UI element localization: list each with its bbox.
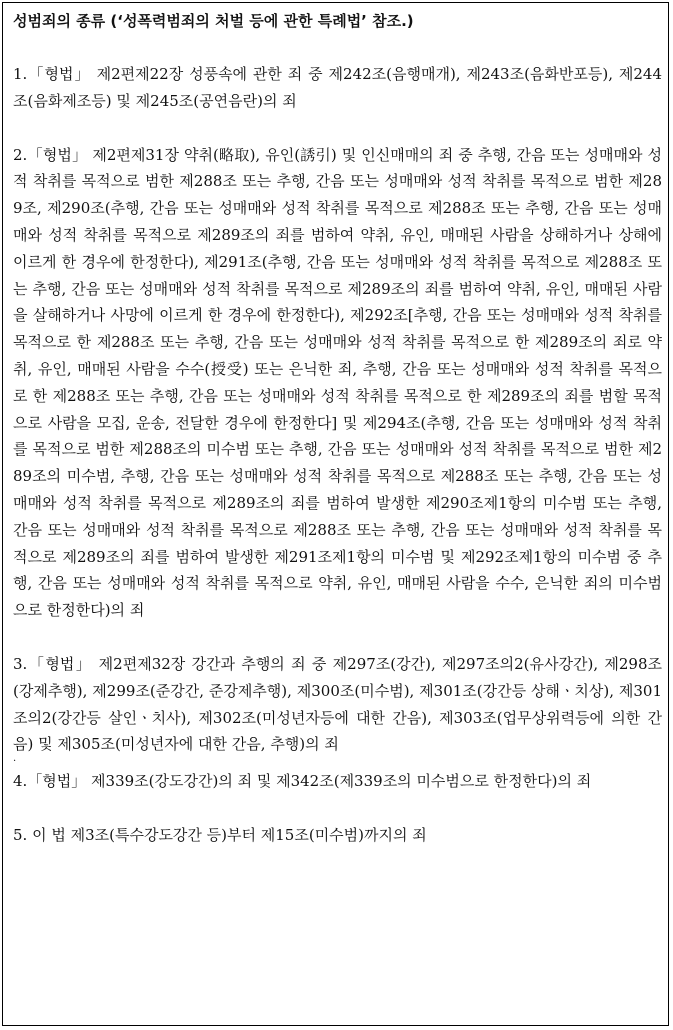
list-item-2: 2.「형법」 제2편제31장 약취(略取), 유인(誘引) 및 인신매매의 죄 중 추행, 간음 또는 성매매와 성적 착취를 목적으로 범한 제288조 또는 추행, 간음 또는 성매매와 성적 착취를 목적으로 범한 제289조, 제290조(추행, 간음 또는 성매매와 성적 착취를 목적으로 제288조 또는 추행, 간음 또는 성매매와 성적 착취를 목적으로 제289조의 죄를 범하여 약취, 유인, 매매된 사람을 상해하거나 상해에 이르게 한 경우에 한정한다), 제291조(추행, 간음 또는 성매매와 성적 착취를 목적으로 제288조 또는 추행, 간음 또는 성매매와 성적 착취를 목적으로 제289조의 죄를 범하여 약취, 유인, 매매된 사람을 살해하거나 사망에 이르게 한 경우에 한정한다), 제292조[추행, 간음 또는 성매매와 성적 착취를 목적으로 한 제288조 또는 추행, 간음 또는 성매매와 성적 착취를 목적으로 한 제289조의 죄로 약취, 유인, 매매된 사람을 수수(授受) 또는 은닉한 죄, 추행, 간음 또는 성매매와 성적 착취를 목적으로 한 제288조 또는 추행, 간음 또는 성매매와 성적 착취를 목적으로 한 제289조의 죄를 범할 목적으로 사람을 모집, 운송, 전달한 경우에 한정한다] 및 제294조(추행, 간음 또는 성매매와 성적 착취를 목적으로 범한 제288조의 미수범 또는 추행, 간음 또는 성매매와 성적 착취를 목적으로 범한 제289조의 미수범, 추행, 간음 또는 성매매와 성적 착취를 목적으로 제288조 또는 추행, 간음 또는 성매매와 성적 착취를 목적으로 제289조의 죄를 범하여 발생한 제290조제1항의 미수범 또는 추행, 간음 또는 성매매와 성적 착취를 목적으로 제288조 또는 추행, 간음 또는 성매매와 성적 착취를 목적으로 제289조의 죄를 범하여 발생한 제291조제1항의 미수범 및 제292조제1항의 미수범 중 추행, 간음 또는 성매매와 성적 착취를 목적으로 약취, 유인, 매매된 사람을 수수, 은닉한 죄의 미수범으로 한정한다)의 죄 bbox=[13, 145, 662, 620]
list-item-4: 4.「형법」 제339조(강도강간)의 죄 및 제342조(제339조의 미수범으로 한정한다)의 죄 bbox=[13, 772, 592, 791]
spacer bbox=[13, 753, 662, 768]
list-item-1: 1.「형법」 제2편제22장 성풍속에 관한 죄 중 제242조(음행매개), 제243조(음화반포등), 제244조(음화제조등) 및 제245조(공연음란)의 죄 bbox=[13, 65, 662, 110]
document-body bbox=[13, 8, 662, 849]
spacer bbox=[13, 795, 662, 822]
document-title: 성범죄의 종류 (‘성폭력범죄의 처벌 등에 관한 특례법’ 참조.) bbox=[13, 12, 414, 30]
spacer bbox=[13, 624, 662, 651]
separator-dot: . bbox=[13, 753, 17, 765]
spacer bbox=[13, 115, 662, 142]
spacer bbox=[13, 34, 662, 61]
list-item-5: 5. 이 법 제3조(특수강도강간 등)부터 제15조(미수범)까지의 죄 bbox=[13, 825, 427, 844]
list-item-3: 3.「형법」 제2편제32장 강간과 추행의 죄 중 제297조(강간), 제297조의2(유사강간), 제298조(강제추행), 제299조(준강간, 준강제추행), 제300조(미수범), 제301조(강간등 상해ㆍ치상), 제301조의2(강간등 살인ㆍ치사), 제302조(미성년자등에 대한 간음), 제303조(업무상위력등에 의한 간음) 및 제305조(미성년자에 대한 간음, 추행)의 죄 bbox=[13, 654, 662, 754]
document-box bbox=[2, 2, 669, 1026]
